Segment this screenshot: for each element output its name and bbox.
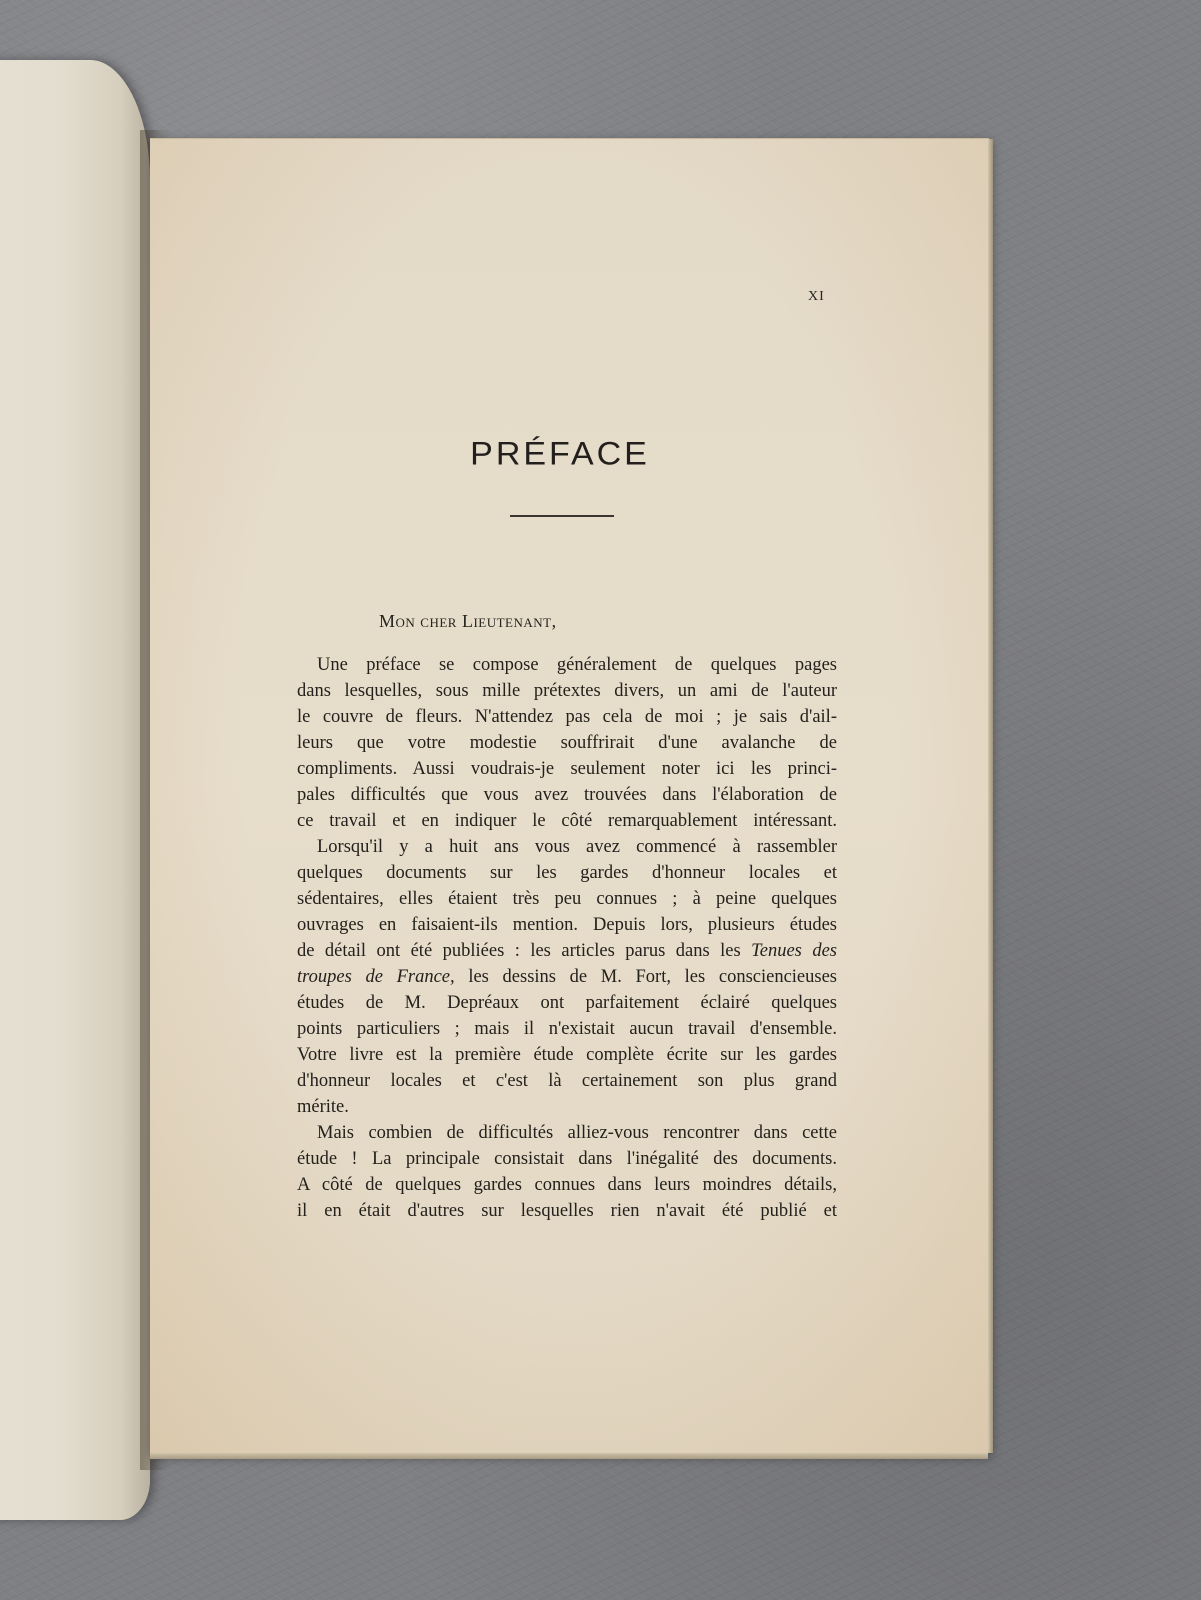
text-line: dans lesquelles, sous mille prétextes divers, un ami de l'auteur (297, 681, 837, 701)
preface-body (297, 652, 837, 1224)
text-line: Lorsqu'il y a huit ans vous avez commencé à rassembler (317, 837, 837, 857)
text-line: leurs que votre modestie souffrirait d'une avalanche de (297, 733, 837, 753)
page-edge-bottom (150, 1453, 988, 1459)
left-facing-page (0, 60, 150, 1520)
text-line: mérite. (297, 1097, 349, 1117)
text-line-with-italic (297, 938, 837, 964)
text-line: quelques documents sur les gardes d'honneur locales et (297, 863, 837, 883)
text-line: Mais combien de difficultés alliez-vous rencontrer dans cette (317, 1123, 837, 1143)
salutation: Mon cher Lieutenant, (379, 611, 557, 631)
text-line: compliments. Aussi voudrais-je seulement noter ici les princi- (297, 759, 837, 779)
text-line: étude ! La principale consistait dans l'inégalité des documents. (297, 1149, 837, 1169)
text-line: il en était d'autres sur lesquelles rien n'avait été publié et (297, 1201, 837, 1221)
text-line: sédentaires, elles étaient très peu connues ; à peine quelques (297, 889, 837, 909)
text-line: ce travail et en indiquer le côté remarquablement intéressant. (297, 811, 837, 831)
text-line: d'honneur locales et c'est là certainement son plus grand (297, 1071, 837, 1091)
text-line: le couvre de fleurs. N'attendez pas cela de moi ; je sais d'ail- (297, 707, 837, 727)
text-line: Votre livre est la première étude complète écrite sur les gardes (297, 1045, 837, 1065)
text-line: Une préface se compose généralement de quelques pages (317, 655, 837, 675)
page-edge-right (988, 139, 993, 1453)
text-line: pales difficultés que vous avez trouvées dans l'élaboration de (297, 785, 837, 805)
italic-title: troupes de France, (297, 967, 455, 987)
text-fragment: de détail ont été publiées : les articles parus dans les (297, 941, 741, 961)
text-fragment: les dessins de M. Fort, les consciencieuses (468, 967, 837, 987)
text-line: A côté de quelques gardes connues dans leurs moindres détails, (297, 1175, 837, 1195)
text-line: points particuliers ; mais il n'existait aucun travail d'ensemble. (297, 1019, 837, 1039)
page-number: XI (808, 289, 825, 304)
book-page (150, 138, 989, 1453)
text-line: ouvrages en faisaient-ils mention. Depuis lors, plusieurs études (297, 915, 837, 935)
italic-title: Tenues des (751, 941, 837, 961)
text-line-with-italic (297, 964, 837, 990)
text-line: études de M. Depréaux ont parfaitement éclairé quelques (297, 993, 837, 1013)
page-title: PRÉFACE (470, 435, 650, 473)
title-rule (510, 515, 614, 517)
